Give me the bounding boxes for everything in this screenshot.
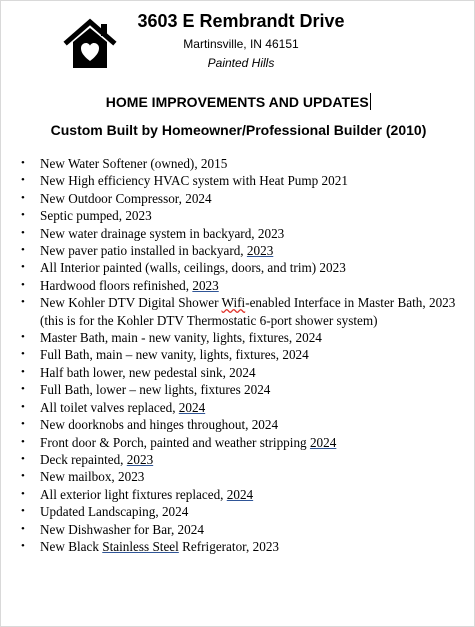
list-item-text: New Kohler DTV Digital Shower: [40, 295, 222, 311]
list-item: [21, 172, 461, 189]
list-item: [21, 434, 461, 451]
list-item-text: Refrigerator, 2023: [178, 538, 280, 554]
underlined-text: 2024: [226, 486, 254, 502]
underlined-text: 2023: [246, 243, 274, 259]
list-item-text: New water drainage system in backyard, 2023: [40, 225, 285, 241]
list-item: [21, 486, 461, 503]
list-item-text: New Outdoor Compressor, 2024: [40, 190, 212, 206]
list-item-text: Deck repainted,: [40, 451, 127, 467]
list-item-text: Hardwood floors refinished,: [40, 277, 193, 293]
list-item: [21, 468, 461, 485]
list-item: [21, 346, 461, 363]
house-heart-icon: [61, 18, 119, 70]
underlined-text: 2024: [309, 434, 337, 450]
list-item-text: All exterior light fixtures replaced,: [40, 486, 227, 502]
list-item: [21, 503, 461, 520]
list-item: [21, 259, 461, 276]
list-item-text: All Interior painted (walls, ceilings, doors, and trim) 2023: [40, 260, 346, 276]
list-item: [21, 451, 461, 468]
underlined-text: 2023: [192, 277, 219, 293]
document-title: [1, 93, 475, 110]
list-item: [21, 399, 461, 416]
improvements-list: [21, 155, 461, 555]
underlined-text: Wifi: [221, 295, 246, 311]
list-item-text: Full Bath, main – new vanity, lights, fixtures, 2024: [40, 347, 309, 363]
list-item-text: Front door & Porch, painted and weather stripping: [40, 434, 310, 450]
list-item: [21, 329, 461, 346]
list-item: [21, 277, 461, 294]
list-item-text: New Black: [40, 538, 103, 554]
list-item: [21, 521, 461, 538]
underlined-text: 2024: [178, 399, 206, 415]
list-item: [21, 225, 461, 242]
neighborhood-name: Painted Hills: [207, 56, 275, 70]
list-item-text: New doorknobs and hinges throughout, 2024: [40, 417, 279, 433]
document-subtitle: Custom Built by Homeowner/Professional Builder (2010): [50, 122, 427, 138]
list-item-text: Updated Landscaping, 2024: [40, 504, 189, 520]
list-item: [21, 155, 461, 172]
underlined-text: 2023: [126, 451, 154, 467]
list-item-text: New Water Softener (owned), 2015: [40, 156, 228, 171]
list-item-text: New High efficiency HVAC system with Heat Pump 2021: [40, 173, 348, 189]
list-item-text: -enabled Interface in Master Bath, 2023 (this is for the Kohler DTV Thermostatic 6-port shower system): [40, 295, 456, 328]
list-item: [21, 364, 461, 381]
list-item: [21, 294, 461, 329]
list-item-text: New paver patio installed in backyard,: [40, 243, 247, 259]
city-state-zip: Martinsville, IN 46151: [183, 37, 299, 51]
title-text: HOME IMPROVEMENTS AND UPDATES: [105, 94, 369, 110]
list-item-text: New mailbox, 2023: [40, 469, 145, 485]
list-item-text: New Dishwasher for Bar, 2024: [40, 521, 204, 537]
list-item-text: Half bath lower, new pedestal sink, 2024: [40, 364, 256, 380]
property-address: 3603 E Rembrandt Drive: [137, 11, 345, 31]
list-item-text: Master Bath, main - new vanity, lights, fixtures, 2024: [40, 330, 322, 346]
list-item-text: All toilet valves replaced,: [40, 399, 179, 415]
list-item: [21, 190, 461, 207]
text-cursor: [370, 93, 372, 110]
underlined-text: Stainless Steel: [102, 538, 179, 554]
list-item-text: Full Bath, lower – new lights, fixtures 2024: [40, 382, 271, 398]
list-item: [21, 538, 461, 555]
list-item: [21, 242, 461, 259]
list-item: [21, 207, 461, 224]
list-item: [21, 416, 461, 433]
list-item-text: Septic pumped, 2023: [40, 208, 152, 224]
list-item: [21, 381, 461, 398]
